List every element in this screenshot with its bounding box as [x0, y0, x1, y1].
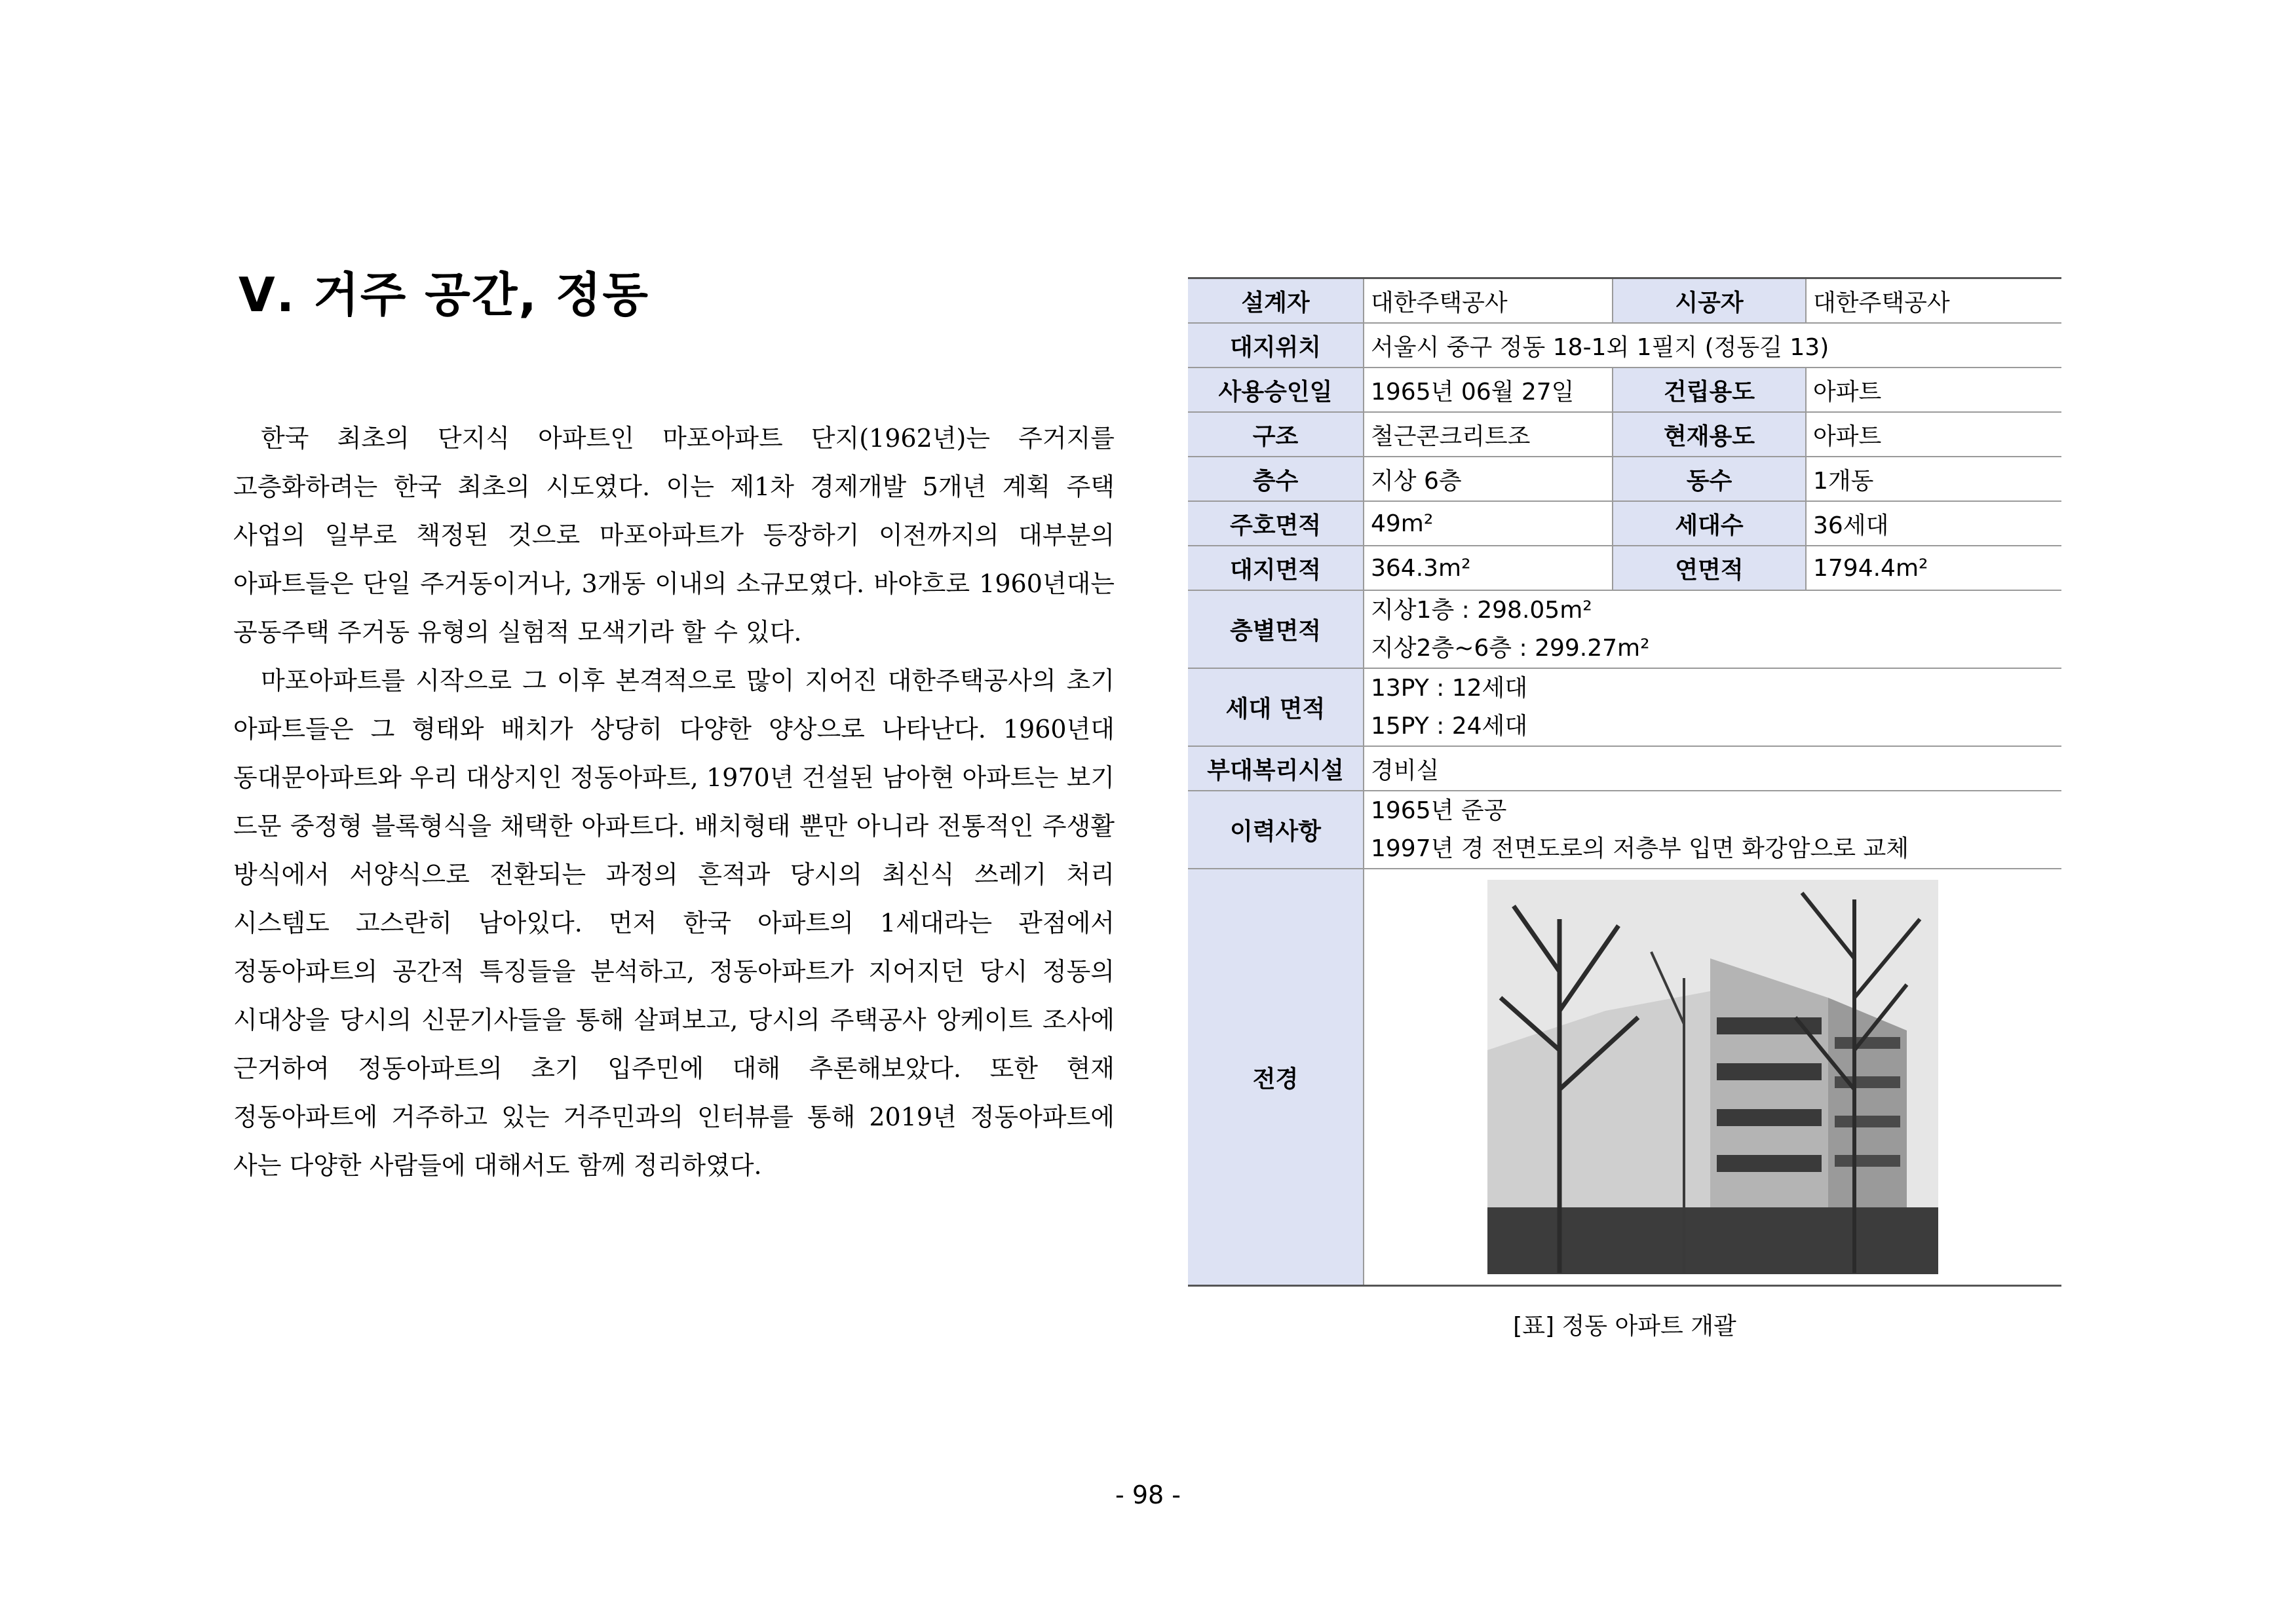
built-use-value: 아파트	[1806, 368, 2061, 412]
approval-value: 1965년 06월 27일	[1364, 368, 1613, 412]
current-use-value: 아파트	[1806, 412, 2061, 457]
apartment-overview-table	[1188, 277, 2061, 1287]
floor-area-line-2: 지상2층~6층 : 299.27m²	[1371, 634, 1650, 662]
unit-size-line-1: 13PY : 12세대	[1371, 674, 1528, 702]
page-number: - 98 -	[1115, 1481, 1181, 1509]
site-value: 서울시 중구 정동 18-1외 1필지 (정동길 13)	[1364, 323, 2061, 368]
table-row	[1188, 457, 2061, 501]
floor-area-label: 층별면적	[1188, 590, 1364, 668]
land-area-value: 364.3m²	[1364, 546, 1613, 590]
floor-area-line-1: 지상1층 : 298.05m²	[1371, 596, 1592, 624]
land-area-label: 대지면적	[1188, 546, 1364, 590]
table-row	[1188, 501, 2061, 546]
body-text	[233, 414, 1115, 1190]
unit-area-label: 주호면적	[1188, 501, 1364, 546]
buildings-value: 1개동	[1806, 457, 2061, 501]
households-label: 세대수	[1613, 501, 1806, 546]
table-row	[1188, 368, 2061, 412]
table-row	[1188, 668, 2061, 746]
total-area-label: 연면적	[1613, 546, 1806, 590]
welfare-label: 부대복리시설	[1188, 746, 1364, 791]
paragraph-1: 한국 최초의 단지식 아파트인 마포아파트 단지(1962년)는 주거지를 고층화하려는 한국 최초의 시도였다. 이는 제1차 경제개발 5개년 계획 주택 사업의 일부로 책정된 것으로 마포아파트가 등장하기 이전까지의 대부분의 아파트들은 단일 주거동이거나, 3개동 이내의 소규모였다. 바야흐로 1960년대는 공동주택 주거동 유형의 실험적 모색기라 할 수 있다.	[233, 424, 1115, 647]
history-line-1: 1965년 준공	[1371, 797, 1507, 824]
paragraph-2: 마포아파트를 시작으로 그 이후 본격적으로 많이 지어진 대한주택공사의 초기 아파트들은 그 형태와 배치가 상당히 다양한 양상으로 나타난다. 1960년대 동대문아파트와 우리 대상지인 정동아파트, 1970년 건설된 남아현 아파트는 보기 드문 중정형 블록형식을 채택한 아파트다. 배치형태 뿐만 아니라 전통적인 주생활 방식에서 서양식으로 전환되는 과정의 흔적과 당시의 최신식 쓰레기 처리 시스템도 고스란히 남아있다. 먼저 한국 아파트의 1세대라는 관점에서 정동아파트의 공간적 특징들을 분석하고, 정동아파트가 지어지던 당시 정동의 시대상을 당시의 신문기사들을 통해 살펴보고, 당시의 주택공사 앙케이트 조사에 근거하여 정동아파트의 초기 입주민에 대해 추론해보았다. 또한 현재 정동아파트에 거주하고 있는 거주민과의 인터뷰를 통해 2019년 정동아파트에 사는 다양한 사람들에 대해서도 함께 정리하였다.	[233, 666, 1115, 1180]
contractor-label: 시공자	[1613, 278, 1806, 324]
table-caption: [표] 정동 아파트 개괄	[1513, 1313, 1736, 1340]
history-line-2: 1997년 경 전면도로의 저층부 입면 화강암으로 교체	[1371, 835, 1909, 862]
current-use-label: 현재용도	[1613, 412, 1806, 457]
unit-size-value	[1364, 668, 2061, 746]
table-row	[1188, 590, 2061, 668]
table-row	[1188, 869, 2061, 1286]
floor-area-value	[1364, 590, 2061, 668]
designer-label: 설계자	[1188, 278, 1364, 324]
unit-area-value: 49m²	[1364, 501, 1613, 546]
total-area-value: 1794.4m²	[1806, 546, 2061, 590]
apartment-building-image	[1487, 880, 1938, 1274]
floors-label: 층수	[1188, 457, 1364, 501]
apartment-photo	[1487, 880, 1938, 1274]
unit-size-line-2: 15PY : 24세대	[1371, 712, 1528, 740]
unit-size-label: 세대 면적	[1188, 668, 1364, 746]
approval-label: 사용승인일	[1188, 368, 1364, 412]
view-label: 전경	[1188, 869, 1364, 1286]
households-value: 36세대	[1806, 501, 2061, 546]
designer-value: 대한주택공사	[1364, 278, 1613, 324]
built-use-label: 건립용도	[1613, 368, 1806, 412]
table-row	[1188, 412, 2061, 457]
contractor-value: 대한주택공사	[1806, 278, 2061, 324]
welfare-value: 경비실	[1364, 746, 2061, 791]
page-title: Ⅴ. 거주 공간, 정동	[239, 267, 649, 322]
history-label: 이력사항	[1188, 791, 1364, 869]
structure-value: 철근콘크리트조	[1364, 412, 1613, 457]
table-row	[1188, 791, 2061, 869]
table-row	[1188, 323, 2061, 368]
history-value	[1364, 791, 2061, 869]
buildings-label: 동수	[1613, 457, 1806, 501]
view-photo-cell	[1364, 869, 2061, 1286]
structure-label: 구조	[1188, 412, 1364, 457]
floors-value: 지상 6층	[1364, 457, 1613, 501]
table-row	[1188, 746, 2061, 791]
site-label: 대지위치	[1188, 323, 1364, 368]
table-row	[1188, 278, 2061, 324]
table-row	[1188, 546, 2061, 590]
